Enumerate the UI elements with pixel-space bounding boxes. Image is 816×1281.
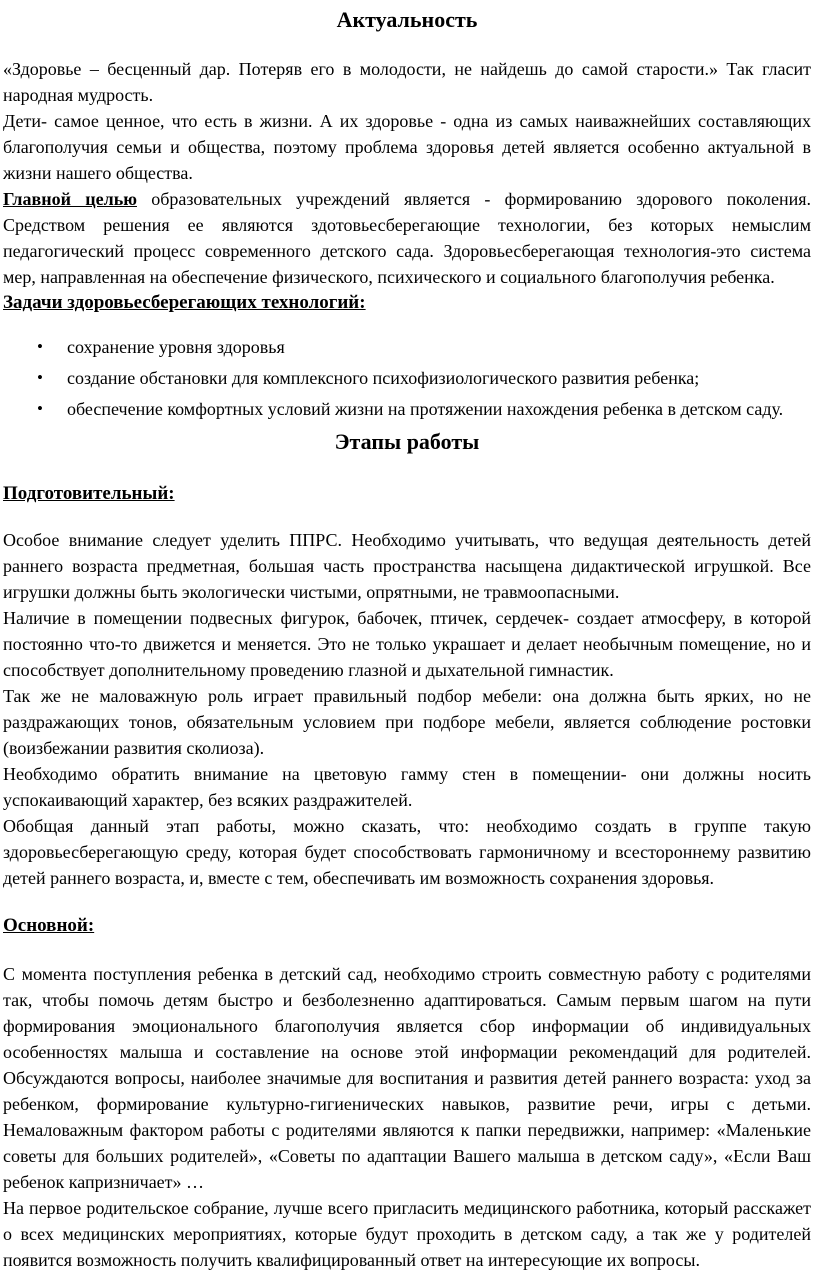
goal-rest-text: образовательных учреждений является - формированию здорового поколения. Средством решения ее являются здотовьесберегающие технологии, без которых немыслим педагогический процесс современного детского сада. Здоровьесберегающая технология-это система мер, направленная на обеспечение физического, психического и социального благополучия ребенка.: [3, 189, 811, 287]
preparatory-paragraph-3: Так же не маловажную роль играет правильный подбор мебели: она должна быть ярких, но не раздражающих тонов, обязательным условием при подборе мебели, является соблюдение ростовки (воизбежании развития сколиоза).: [3, 686, 811, 758]
list-item: [37, 365, 811, 391]
list-item-text: создание обстановки для комплексного психофизиологического развития ребенка;: [67, 368, 700, 388]
list-item: [37, 396, 811, 422]
main-stage-paragraph-1: С момента поступления ребенка в детский сад, необходимо строить совместную работу с родителями так, чтобы помочь детям быстро и безболезненно адаптироваться. Самым первым шагом на пути формирования эмоционального благополучия является сбор информации об индивидуальных особенностях малыша и составление на основе этой информации рекомендаций для родителей. Обсуждаются вопросы, наиболее значимые для воспитания и развития детей раннего возраста: уход за ребенком, формирование культурно-гигиенических навыков, развитие речи, игры с детьми. Немаловажным фактором работы с родителями являются к папки передвижки, например: «Маленькие советы для больших родителей», «Советы по адаптации Вашего малыша в детском саду», «Если Ваш ребенок капризничает» …: [3, 964, 811, 1192]
goal-paragraph: [3, 186, 811, 290]
preparatory-paragraph-5: Обобщая данный этап работы, можно сказать, что: необходимо создать в группе такую здоровьесберегающую среду, которая будет способствовать гармоничному и всестороннему развитию детей раннего возраста, и, вместе с тем, обеспечивать им возможность сохранения здоровья.: [3, 816, 811, 888]
tasks-list: [3, 334, 811, 422]
page-title: Актуальность: [336, 7, 478, 32]
preparatory-paragraph-2: Наличие в помещении подвесных фигурок, бабочек, птичек, сердечек- создает атмосферу, в которой постоянно что-то движется и меняется. Это не только украшает и делает необычным помещение, но и способствует дополнительному проведению глазной и дыхательной гимнастик.: [3, 608, 811, 680]
intro-children-paragraph: Дети- самое ценное, что есть в жизни. А их здоровье - одна из самых наиважнейших составляющих благополучия семьи и общества, поэтому проблема здоровья детей является особенно актуальной в жизни нашего общества.: [3, 111, 811, 183]
list-item: [37, 334, 811, 360]
goal-lead-bold: Главной целью: [3, 189, 137, 209]
intro-quote-paragraph: «Здоровье – бесценный дар. Потеряв его в молодости, не найдешь до самой старости.» Так гласит народная мудрость.: [3, 59, 811, 105]
preparatory-paragraph-4: Необходимо обратить внимание на цветовую гамму стен в помещении- они должны носить успокаивающий характер, без всяких раздражителей.: [3, 764, 811, 810]
bullet-icon: •: [37, 337, 43, 356]
main-stage-paragraph-2: На первое родительское собрание, лучше всего пригласить медицинского работника, который расскажет о всех медицинских мероприятиях, которые будут проходить в детском саду, а так же у родителей появится возможность получить квалифицированный ответ на интересующие их вопросы.: [3, 1198, 811, 1270]
stages-section-title: Этапы работы: [334, 429, 480, 454]
preparatory-heading: Подготовительный:: [3, 483, 175, 504]
bullet-icon: •: [37, 368, 43, 387]
tasks-heading: Задачи здоровьесберегающих технологий:: [3, 292, 366, 313]
list-item-text: обеспечение комфортных условий жизни на протяжении нахождения ребенка в детском саду.: [67, 399, 784, 419]
bullet-icon: •: [37, 399, 43, 418]
preparatory-paragraph-1: Особое внимание следует уделить ППРС. Необходимо учитывать, что ведущая деятельность детей раннего возраста предметная, большая часть пространства насыщена дидактической игрушкой. Все игрушки должны быть экологически чистыми, опрятными, не травмоопасными.: [3, 530, 811, 602]
list-item-text: сохранение уровня здоровья: [67, 337, 285, 357]
main-stage-heading: Основной:: [3, 915, 95, 936]
